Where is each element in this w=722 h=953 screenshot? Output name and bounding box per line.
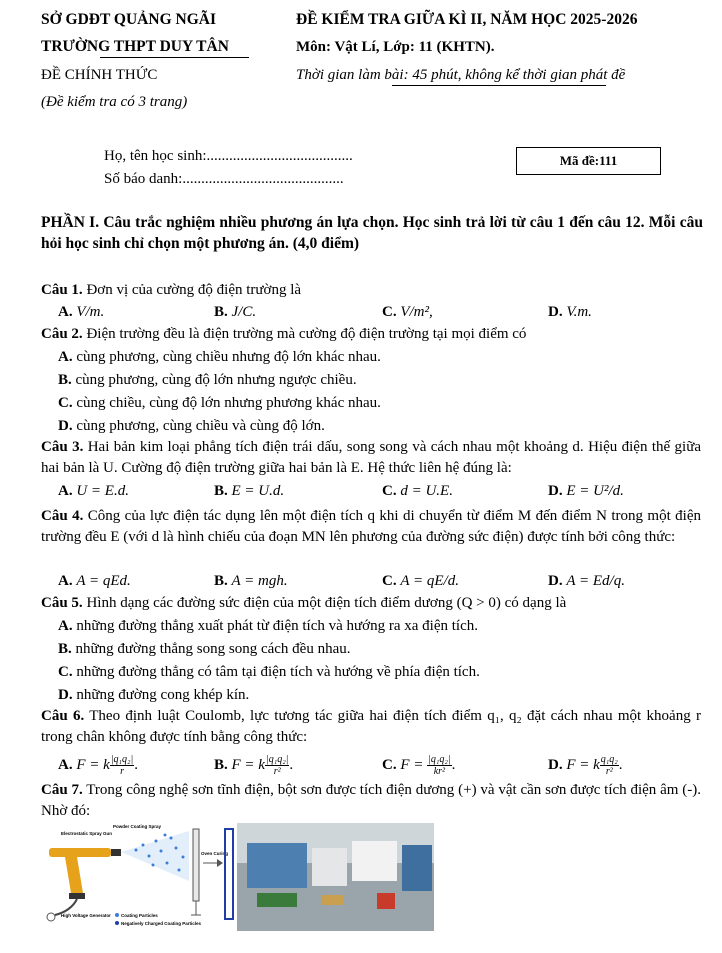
q5-option-b <box>58 640 351 658</box>
fraction-numerator: |q₁q₂| <box>110 754 134 766</box>
formula-lhs: F = k <box>231 757 265 773</box>
question-2 <box>41 325 526 343</box>
factory-photo-svg <box>237 823 434 931</box>
exam-title: ĐỀ KIỂM TRA GIỮA KÌ II, NĂM HỌC 2025-2026 <box>296 11 638 28</box>
question-text: Theo định luật Coulomb, lực tương tác giữa hai điện tích điểm q₁, q₂ đặt cách nhau một khoảng r trong chân không được tính bằng công thức: <box>41 708 701 745</box>
option-text: cùng phương, cùng chiều nhưng độ lớn khác nhau. <box>72 349 381 365</box>
generator-label: High Voltage Generator <box>61 913 111 918</box>
option-key: A. <box>58 618 73 634</box>
question-7 <box>41 780 701 822</box>
school-name: TRƯỜNG THPT DUY TÂN <box>41 38 229 55</box>
option-key: B. <box>58 641 72 657</box>
formula-tail: . <box>289 757 294 773</box>
q1-option-b <box>214 303 256 321</box>
section-1-title: PHẦN I. Câu trắc nghiệm nhiều phương án lựa chọn. Học sinh trả lời từ câu 1 đến câu 12. Mỗi câu hỏi học sinh chỉ chọn một phương án. (4,0 điểm) <box>41 214 703 252</box>
question-4 <box>41 506 701 548</box>
fraction-numerator: |q₁q₂| <box>265 754 289 766</box>
option-key: B. <box>214 304 228 320</box>
option-key: B. <box>58 372 72 388</box>
option-key: A. <box>58 757 73 773</box>
department-name: SỞ GDĐT QUẢNG NGÃI <box>41 11 216 28</box>
formula-fraction <box>265 754 289 777</box>
option-key: D. <box>548 573 563 589</box>
exam-code-box: Mã đề:111 <box>516 147 661 175</box>
time-underline <box>392 85 606 86</box>
oven-arrow-icon <box>203 829 233 919</box>
q4-option-b <box>214 572 288 590</box>
q2-option-b <box>58 371 357 389</box>
question-3 <box>41 437 701 479</box>
option-text: E = U²/d. <box>566 483 624 499</box>
option-text: những đường thẳng có tâm tại điện tích và hướng về phía điện tích. <box>72 664 480 680</box>
question-text: Công của lực điện tác dụng lên một điện tích q khi di chuyển từ điểm M đến điểm N trong một điện trường đều E (với d là hình chiếu của đoạn MN lên phương của đường sức điện) được tính bởi công thức: <box>41 508 701 545</box>
formula-fraction <box>427 754 451 777</box>
q4-option-a <box>58 572 131 590</box>
fraction-numerator: |q₁q₂| <box>428 754 451 766</box>
option-key: C. <box>382 483 397 499</box>
q5-option-c <box>58 663 480 681</box>
option-key: D. <box>548 483 563 499</box>
q3-option-a <box>58 482 129 500</box>
q6-option-c <box>382 752 455 778</box>
q5-option-a <box>58 617 478 635</box>
pages-note: (Đề kiểm tra có 3 trang) <box>41 94 188 110</box>
fraction-denominator: r² <box>605 766 613 778</box>
option-text: cùng phương, cùng độ lớn nhưng ngược chiều. <box>71 372 357 388</box>
formula-tail: . <box>618 757 623 773</box>
option-key: A. <box>58 349 73 365</box>
student-name-field: Họ, tên học sinh:....................................... <box>104 148 353 164</box>
q6-option-a <box>58 752 138 778</box>
option-key: A. <box>58 304 73 320</box>
formula-lhs: F = <box>400 757 424 773</box>
option-text: A = Ed/q. <box>566 573 625 589</box>
school-underline <box>100 57 249 58</box>
formula-lhs: F = k <box>76 757 110 773</box>
oven-label: Oven Curing <box>201 851 229 856</box>
option-key: A. <box>58 573 73 589</box>
spray-gun-icon <box>49 848 121 915</box>
option-text: những đường cong khép kín. <box>72 687 250 703</box>
q4-option-c <box>382 572 459 590</box>
legend-charged-dot <box>115 921 119 925</box>
question-text: Trong công nghệ sơn tĩnh điện, bột sơn được tích điện dương (+) và vật cần sơn được tích điện âm (-). Nhờ đó: <box>41 782 701 819</box>
question-6 <box>41 706 701 748</box>
question-text: Hình dạng các đường sức điện của một điện tích điểm dương (Q > 0) có dạng là <box>82 595 567 611</box>
question-label: Câu 4. <box>41 508 84 524</box>
option-text: V.m. <box>566 304 592 320</box>
option-text: d = U.E. <box>400 483 453 499</box>
fraction-denominator: r <box>120 766 124 778</box>
option-text: A = qE/d. <box>400 573 459 589</box>
fraction-denominator: kr² <box>433 766 446 778</box>
official-label: ĐỀ CHÍNH THỨC <box>41 67 158 83</box>
q1-option-c <box>382 303 433 321</box>
q3-option-d <box>548 482 624 500</box>
option-key: D. <box>58 418 73 434</box>
option-text: U = E.d. <box>76 483 129 499</box>
option-key: B. <box>214 483 228 499</box>
question-1 <box>41 281 301 299</box>
formula-tail: . <box>134 757 138 773</box>
factory-photo <box>237 823 434 931</box>
option-text: V/m. <box>76 304 105 320</box>
option-text: những đường thẳng song song cách đều nhau. <box>71 641 351 657</box>
q2-option-d <box>58 417 325 435</box>
question-text: Hai bản kim loại phẳng tích điện trái dấu, song song và cách nhau một khoảng d. Hiệu điện thế giữa hai bản là U. Cường độ điện trường giữa hai bản là E. Hệ thức liên hệ đúng là: <box>41 439 701 476</box>
option-key: C. <box>58 395 73 411</box>
question-label: Câu 7. <box>41 782 83 798</box>
option-text: những đường thẳng xuất phát từ điện tích và hướng ra xa điện tích. <box>72 618 478 634</box>
formula-lhs: F = k <box>566 757 600 773</box>
question-label: Câu 2. <box>41 326 83 342</box>
question-label: Câu 3. <box>41 439 84 455</box>
fraction-numerator: q₁q₂ <box>600 754 618 766</box>
option-key: B. <box>214 573 228 589</box>
option-key: A. <box>58 483 73 499</box>
q6-option-d <box>548 752 623 778</box>
question-text: Điện trường đều là điện trường mà cường độ điện trường tại mọi điểm có <box>82 326 527 342</box>
student-id-field: Số báo danh:........................................... <box>104 171 344 187</box>
q6-option-b <box>214 752 293 778</box>
electrostatic-spray-diagram <box>41 823 235 931</box>
question-label: Câu 6. <box>41 708 85 724</box>
spray-gun-label: Electrostatic Spray Gun <box>61 831 113 836</box>
q1-option-d <box>548 303 592 321</box>
option-text: A = mgh. <box>231 573 288 589</box>
q2-option-a <box>58 348 381 366</box>
option-key: C. <box>382 573 397 589</box>
option-key: D. <box>58 687 73 703</box>
formula-fraction <box>110 754 134 777</box>
option-text: cùng phương, cùng chiều và cùng độ lớn. <box>72 418 325 434</box>
formula-fraction <box>600 754 619 777</box>
legend-charged-label: Negatively Charged Coating Particles <box>121 921 202 926</box>
q4-option-d <box>548 572 625 590</box>
spray-diagram-svg <box>41 823 235 931</box>
q3-option-c <box>382 482 453 500</box>
question-text: Đơn vị của cường độ điện trường là <box>82 282 302 298</box>
legend-coating-label: Coating Particles <box>121 913 158 918</box>
powder-cloud-label: Powder Coating Spray <box>113 824 162 829</box>
option-text: V/m², <box>400 304 433 320</box>
workpiece-icon <box>191 829 201 915</box>
option-key: C. <box>58 664 73 680</box>
legend-coating-dot <box>115 913 119 917</box>
question-label: Câu 1. <box>41 282 83 298</box>
q1-option-a <box>58 303 104 321</box>
option-text: cùng chiều, cùng độ lớn nhưng phương khác nhau. <box>72 395 381 411</box>
question-5 <box>41 594 566 612</box>
option-key: B. <box>214 757 228 773</box>
q3-option-b <box>214 482 284 500</box>
option-key: C. <box>382 304 397 320</box>
exam-subject: Môn: Vật Lí, Lớp: 11 (KHTN). <box>296 39 495 55</box>
option-key: D. <box>548 304 563 320</box>
exam-time-note: Thời gian làm bài: 45 phút, không kể thời gian phát đề <box>296 67 626 83</box>
option-text: A = qEd. <box>76 573 131 589</box>
fraction-denominator: r² <box>273 766 281 778</box>
powder-cloud-icon <box>121 831 189 881</box>
q5-option-d <box>58 686 249 704</box>
option-key: C. <box>382 757 397 773</box>
option-key: D. <box>548 757 563 773</box>
q2-option-c <box>58 394 381 412</box>
option-text: J/C. <box>231 304 257 320</box>
generator-icon <box>47 913 55 921</box>
option-text: E = U.d. <box>231 483 285 499</box>
question-label: Câu 5. <box>41 595 83 611</box>
formula-tail: . <box>451 757 456 773</box>
